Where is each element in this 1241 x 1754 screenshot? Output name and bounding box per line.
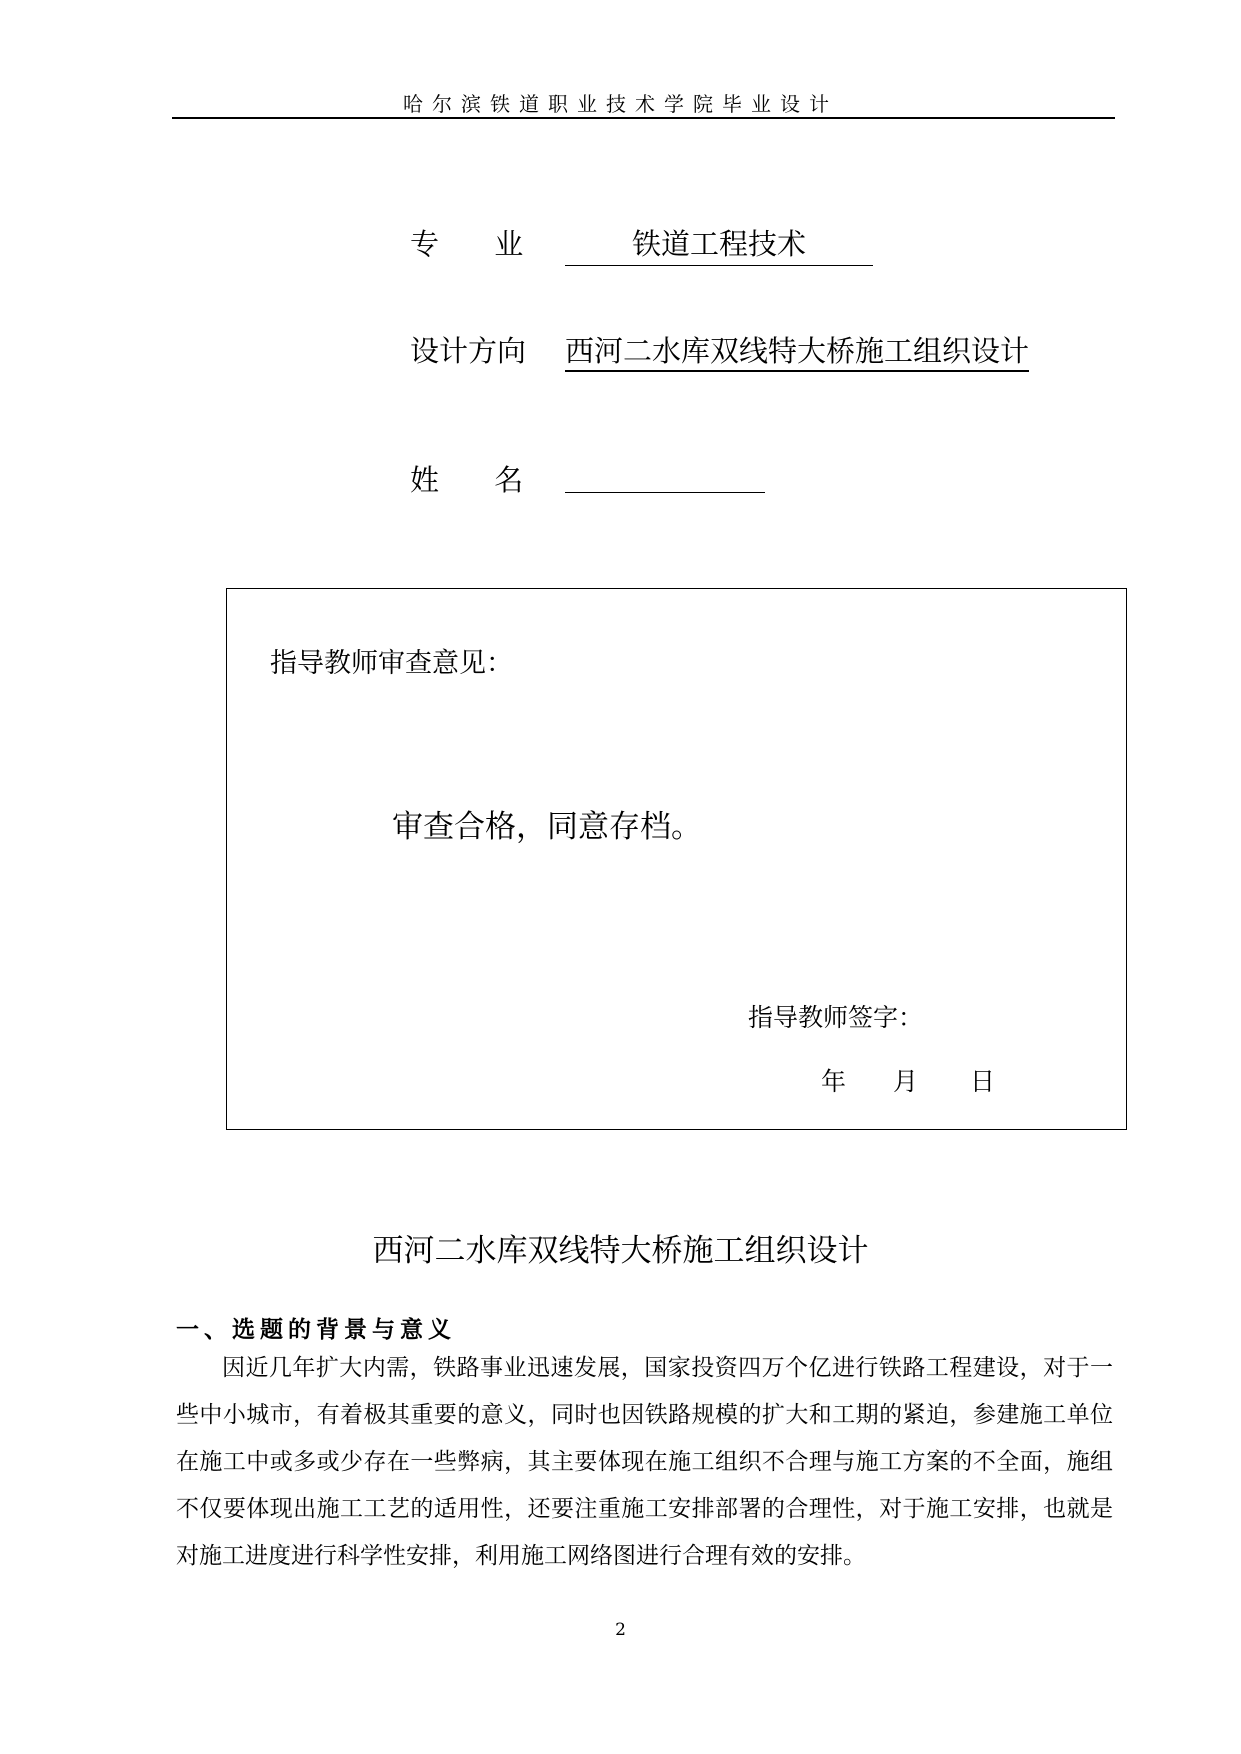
date-day: 日 <box>970 1067 996 1096</box>
section-heading: 一、选题的背景与意义 <box>176 1317 456 1343</box>
name-label: 姓 名 <box>410 463 524 497</box>
direction-label: 设计方向 <box>410 334 527 368</box>
name-value <box>565 458 765 493</box>
review-title: 指导教师审查意见： <box>270 648 513 679</box>
review-box <box>226 588 1127 1130</box>
document-title: 西河二水库双线特大桥施工组织设计 <box>372 1233 869 1269</box>
body-paragraph: 因近几年扩大内需，铁路事业迅速发展，国家投资四万个亿进行铁路工程建设，对于一些中小城市，有着极其重要的意义，同时也因铁路规模的扩大和工期的紧迫，参建施工单位在施工中或多或少存在一些弊病，其主要体现在施工组织不合理与施工方案的不全面，施组不仅要体现出施工工艺的适用性，还要注重施工安排部署的合理性，对于施工安排，也就是对施工进度进行科学性安排，利用施工网络图进行合理有效的安排。 <box>176 1355 1113 1569</box>
date-month: 月 <box>893 1067 919 1096</box>
review-comment: 审查合格，同意存档。 <box>392 809 702 845</box>
direction-value: 西河二水库双线特大桥施工组织设计 <box>565 329 1029 372</box>
major-label: 专 业 <box>410 227 524 261</box>
running-header: 哈尔滨铁道职业技术学院毕业设计 <box>403 92 838 116</box>
page-number: 2 <box>615 1620 626 1640</box>
major-value: 铁道工程技术 <box>565 222 873 266</box>
date-year: 年 <box>821 1067 847 1096</box>
header-rule <box>172 117 1115 119</box>
signature-label: 指导教师签字： <box>748 1003 924 1032</box>
